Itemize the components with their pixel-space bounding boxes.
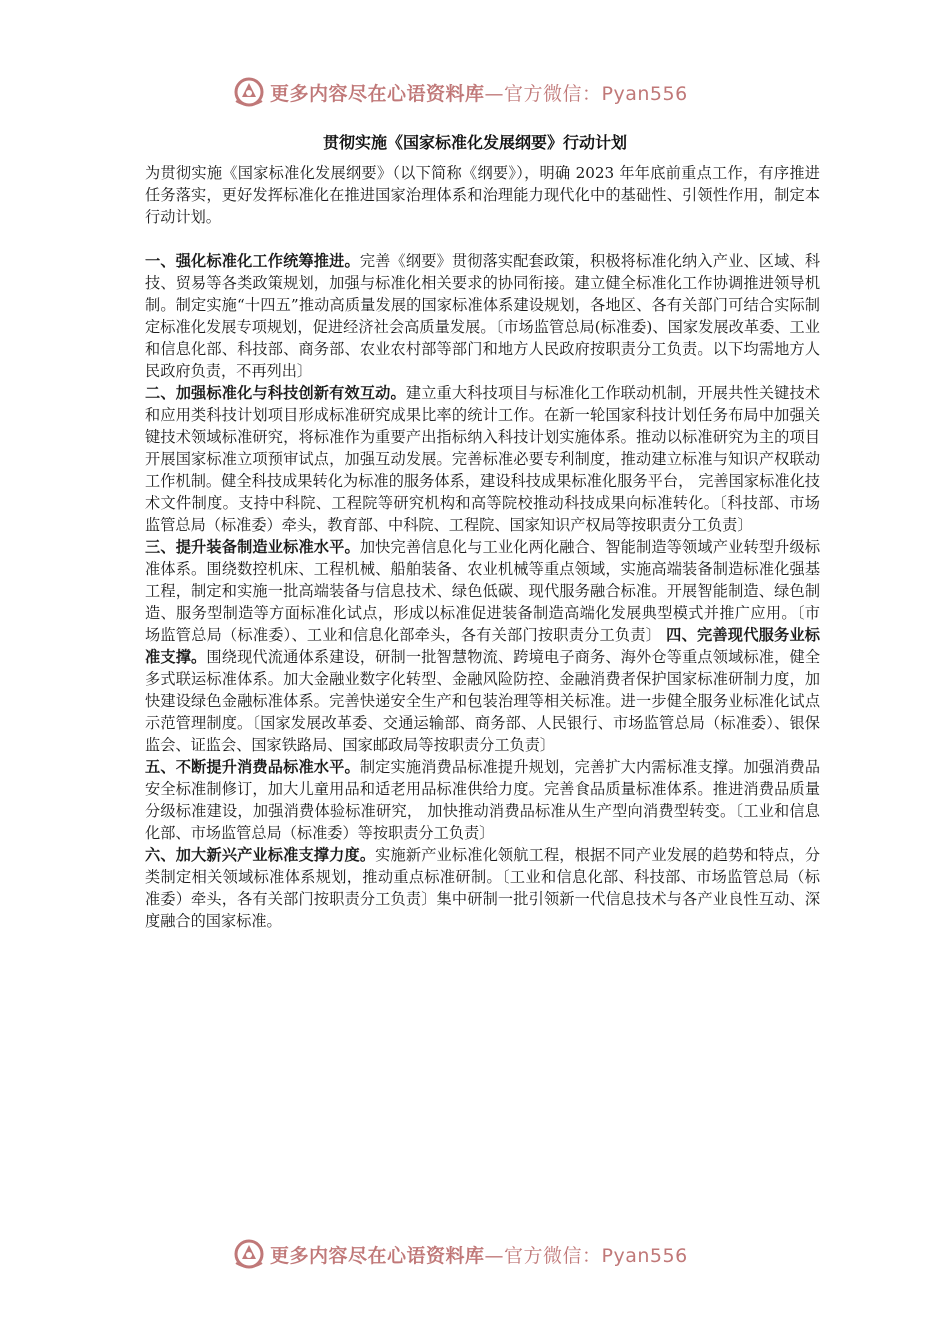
section-5 (145, 756, 820, 844)
section-2 (145, 382, 820, 536)
watermark-text (270, 1241, 688, 1268)
section-3-heading: 三、提升装备制造业标准水平。 (145, 538, 360, 556)
watermark-footer (232, 1236, 752, 1272)
section-6-body: 实施新产业标准化领航工程，根据不同产业发展的趋势和特点，分类制定相关领域标准体系规划，推动重点标准研制。〔工业和信息化部、科技部、市场监管总局（标准委）牵头，各有关部门按职责分工负责〕集中研制一批引领新一代信息技术与各产业良性互动、深度融合的国家标准。 (145, 846, 821, 930)
watermark-brand: 更多内容尽在心语资料库 (270, 82, 485, 105)
section-6 (145, 844, 820, 932)
section-3-body: 加快完善信息化与工业化两化融合、智能制造等领域产业转型升级标准体系。围绕数控机床、工程机械、船舶装备、农业机械等重点领域，实施高端装备制造标准化强基工程，制定和实施一批高端装备与信息技术、绿色低碳、现代服务融合标准。开展智能制造、绿色制造、服务型制造等方面标准化试点，形成以标准促进装备制造高端化发展典型模式并推广应用。〔市场监管总局（标准委）、工业和信息化部牵头，各有关部门按职责分工负责〕 (145, 538, 821, 644)
section-5-body: 制定实施消费品标准提升规划，完善扩大内需标准支撑。加强消费品安全标准制修订，加大儿童用品和适老用品标准供给力度。完善食品质量标准体系。推进消费品质量分级标准建设，加强消费体验标准研究， 加快推动消费品标准从生产型向消费型转变。〔工业和信息化部、市场监管总局（标准委）等按职责分工负责〕 (145, 758, 821, 842)
section-5-heading: 五、不断提升消费品标准水平。 (145, 758, 360, 776)
section-2-body: 建立重大科技项目与标准化工作联动机制，开展共性关键技术和应用类科技计划项目形成标准研究成果比率的统计工作。在新一轮国家科技计划任务布局中加强关键技术领域标准研究，将标准作为重要产出指标纳入科技计划实施体系。推动以标准研究为主的项目开展国家标准立项预审试点，加强互动发展。完善标准必要专利制度，推动建立标准与知识产权联动工作机制。健全科技成果转化为标准的服务体系，建设科技成果标准化服务平台， 完善国家标准化技术文件制度。支持中科院、工程院等研究机构和高等院校推动科技成果向标准转化。〔科技部、市场监管总局（标准委）牵头，教育部、中科院、工程院、国家知识产权局等按职责分工负责〕 (145, 384, 821, 534)
section-4-heading: 四、完善现代服务业标准支撑。 (145, 626, 820, 666)
brand-logo-icon (232, 1237, 266, 1271)
section-2-heading: 二、加强标准化与科技创新有效互动。 (145, 384, 406, 402)
section-1 (145, 250, 820, 382)
section-3-4 (145, 536, 820, 756)
section-6-heading: 六、加大新兴产业标准支撑力度。 (145, 846, 376, 864)
watermark-contact: 官方微信：Pyan556 (504, 1244, 688, 1267)
watermark-dash: — (484, 1244, 505, 1267)
section-1-body: 完善《纲要》贯彻落实配套政策，积极将标准化纳入产业、区域、科技、贸易等各类政策规划，加强与标准化相关要求的协同衔接。建立健全标准化工作协调推进领导机制。制定实施“十四五”推动高质量发展的国家标准体系建设规划，各地区、各有关部门可结合实际制定标准化发展专项规划，促进经济社会高质量发展。〔市场监管总局(标准委)、国家发展改革委、工业和信息化部、科技部、商务部、农业农村部等部门和地方人民政府按职责分工负责。以下均需地方人民政府负责，不再列出〕 (145, 252, 821, 380)
brand-logo-icon (232, 75, 266, 109)
watermark-contact: 官方微信：Pyan556 (504, 82, 688, 105)
intro-paragraph: 为贯彻实施《国家标准化发展纲要》（以下简称《纲要》），明确 2023 年年底前重点工作，有序推进任务落实，更好发挥标准化在推进国家治理体系和治理能力现代化中的基础性、引领性作用，制定本行动计划。 (145, 164, 820, 226)
document-title: 贯彻实施《国家标准化发展纲要》行动计划 (322, 133, 627, 152)
watermark-dash: — (484, 82, 505, 105)
section-1-heading: 一、强化标准化工作统筹推进。 (145, 252, 360, 270)
section-4-body: 围绕现代流通体系建设，研制一批智慧物流、跨境电子商务、海外仓等重点领域标准，健全多式联运标准体系。加大金融业数字化转型、金融风险防控、金融消费者保护国家标准研制力度，加快建设绿色金融标准体系。完善快递安全生产和包装治理等相关标准。进一步健全服务业标准化试点示范管理制度。〔国家发展改革委、交通运输部、商务部、人民银行、市场监管总局（标准委）、银保监会、证监会、国家铁路局、国家邮政局等按职责分工负责〕 (145, 648, 821, 754)
watermark-text (270, 79, 688, 106)
watermark-header (232, 74, 752, 110)
document-body (145, 162, 820, 932)
watermark-brand: 更多内容尽在心语资料库 (270, 1244, 485, 1267)
